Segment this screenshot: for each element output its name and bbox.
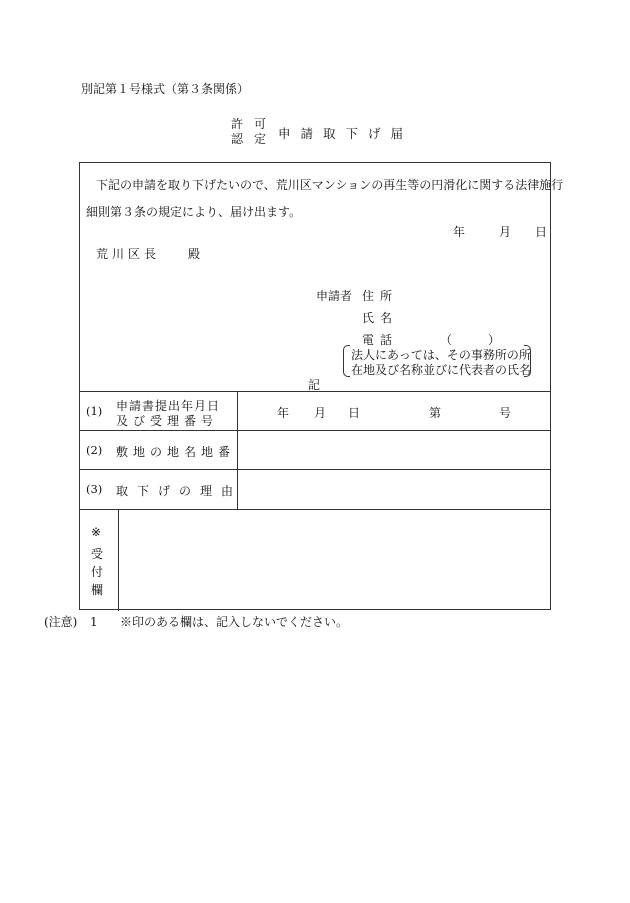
date-year: 年 <box>453 225 466 239</box>
name-label: 氏名 <box>362 311 399 325</box>
footnote-number: 1 <box>90 615 98 629</box>
phone-label: 電話 <box>362 333 399 347</box>
page-title: 申請取下げ届 <box>278 126 414 141</box>
reception-char1: 受 <box>91 547 104 561</box>
addressee-name: 荒川区長 <box>96 247 161 261</box>
ki-mark: 記 <box>308 378 321 392</box>
intro-text-line2: 細則第３条の規定により、届け出ます。 <box>86 205 302 219</box>
divider-row3 <box>80 469 550 470</box>
divider-row4 <box>80 509 550 510</box>
date-day: 日 <box>535 225 548 239</box>
row2-number: (2) <box>86 443 103 457</box>
row1-number-go: 号 <box>499 406 512 420</box>
row1-date-month: 月 <box>314 406 327 420</box>
row1-date-day: 日 <box>348 406 361 420</box>
reception-mark: ※ <box>91 525 102 539</box>
title-permit: 許可 <box>231 117 278 131</box>
row1-label-line2: 及び受理番号 <box>116 414 219 428</box>
submission-date <box>453 223 547 240</box>
footnote <box>44 613 348 630</box>
row1-number: (1) <box>86 404 103 418</box>
addressee <box>96 245 200 262</box>
footnote-label: (注意) <box>44 615 78 629</box>
row3-number: (3) <box>86 482 103 496</box>
row1-label-line1: 申請書提出年月日 <box>116 399 221 413</box>
title-approval: 認定 <box>231 132 278 146</box>
addressee-honorific: 殿 <box>188 247 201 261</box>
footnote-text: ※印のある欄は、記入しないでください。 <box>120 615 349 629</box>
reception-divider <box>118 509 119 611</box>
row3-label: 取下げの理由 <box>116 484 243 498</box>
reception-char3: 欄 <box>91 583 104 597</box>
phone-parentheses: （ ） <box>440 333 501 347</box>
date-month: 月 <box>499 225 512 239</box>
bracket-right <box>524 345 531 377</box>
row1-date-year: 年 <box>277 406 290 420</box>
address-label: 住所 <box>362 289 399 303</box>
divider-row2 <box>80 430 550 431</box>
row1-number-dai: 第 <box>429 406 442 420</box>
intro-text-line1: 下記の申請を取り下げたいので、荒川区マンションの再生等の円滑化に関する法律施行 <box>96 178 564 192</box>
form-number: 別記第１号様式（第３条関係） <box>81 82 250 96</box>
corp-note-line2: 在地及び名称並びに代表者の氏名 <box>351 363 532 377</box>
reception-char2: 付 <box>91 565 104 579</box>
row2-label: 敷地の地名地番 <box>116 445 236 459</box>
bracket-left <box>343 345 350 377</box>
corp-note-line1: 法人にあっては、その事務所の所 <box>351 348 531 362</box>
applicant-label: 申請者 <box>316 289 353 303</box>
